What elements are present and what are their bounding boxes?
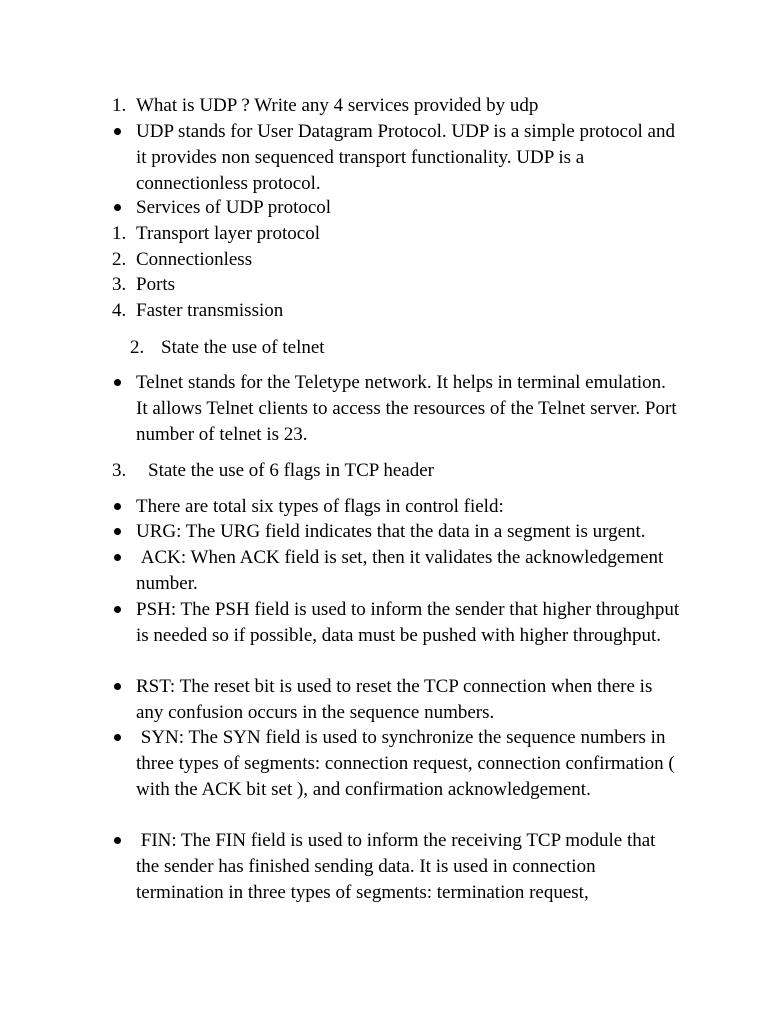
question-2-number: 2. <box>130 337 145 358</box>
bullet-icon <box>114 528 121 535</box>
list-item-text: FIN: The FIN field is used to inform the receiving TCP module that the sender has finished sending data. It is used in connection termination in three types of segments: termination request, <box>136 830 661 903</box>
service-text: Ports <box>136 274 176 295</box>
bullet-icon <box>114 554 121 561</box>
bullet-icon <box>114 379 121 386</box>
service-number: 1. <box>112 223 127 244</box>
list-item-text: Services of UDP protocol <box>136 197 332 218</box>
question-3-title: State the use of 6 flags in TCP header <box>148 460 434 481</box>
bullet-icon <box>114 606 121 613</box>
list-item-text: SYN: The SYN field is used to synchronize the sequence numbers in three types of segments: connection request, connection confirmation ( with the ACK bit set ), and confirmation acknowledgement. <box>136 727 680 800</box>
question-3-number: 3. <box>112 460 127 481</box>
bullet-icon <box>114 734 121 741</box>
question-2-title: State the use of telnet <box>161 337 325 358</box>
bullet-icon <box>114 837 121 844</box>
bullet-icon <box>114 204 121 211</box>
list-item-text: URG: The URG field indicates that the data in a segment is urgent. <box>136 521 646 542</box>
service-text: Faster transmission <box>136 300 284 321</box>
service-number: 2. <box>112 249 127 270</box>
service-text: Transport layer protocol <box>136 223 320 244</box>
bullet-icon <box>114 128 121 135</box>
list-item-text: There are total six types of flags in control field: <box>136 496 504 517</box>
list-item-text: UDP stands for User Datagram Protocol. UDP is a simple protocol and it provides non sequenced transport functionality. UDP is a connectionless protocol. <box>136 121 675 194</box>
bullet-icon <box>114 683 121 690</box>
service-text: Connectionless <box>136 249 253 270</box>
question-1-title: What is UDP ? Write any 4 services provided by udp <box>136 95 539 116</box>
bullet-icon <box>114 503 121 510</box>
question-1-number: 1. <box>112 95 127 116</box>
service-number: 3. <box>112 274 127 295</box>
list-item-text: PSH: The PSH field is used to inform the sender that higher throughput is needed so if possible, data must be pushed with higher throughput. <box>136 599 680 646</box>
list-item-text: RST: The reset bit is used to reset the TCP connection when there is any confusion occurs in the sequence numbers. <box>136 676 653 723</box>
service-number: 4. <box>112 300 127 321</box>
list-item-text: ACK: When ACK field is set, then it validates the acknowledgement number. <box>136 547 669 594</box>
list-item-text: Telnet stands for the Teletype network. It helps in terminal emulation. It allows Telnet clients to access the resources of the Telnet server. Port number of telnet is 23. <box>136 372 677 445</box>
